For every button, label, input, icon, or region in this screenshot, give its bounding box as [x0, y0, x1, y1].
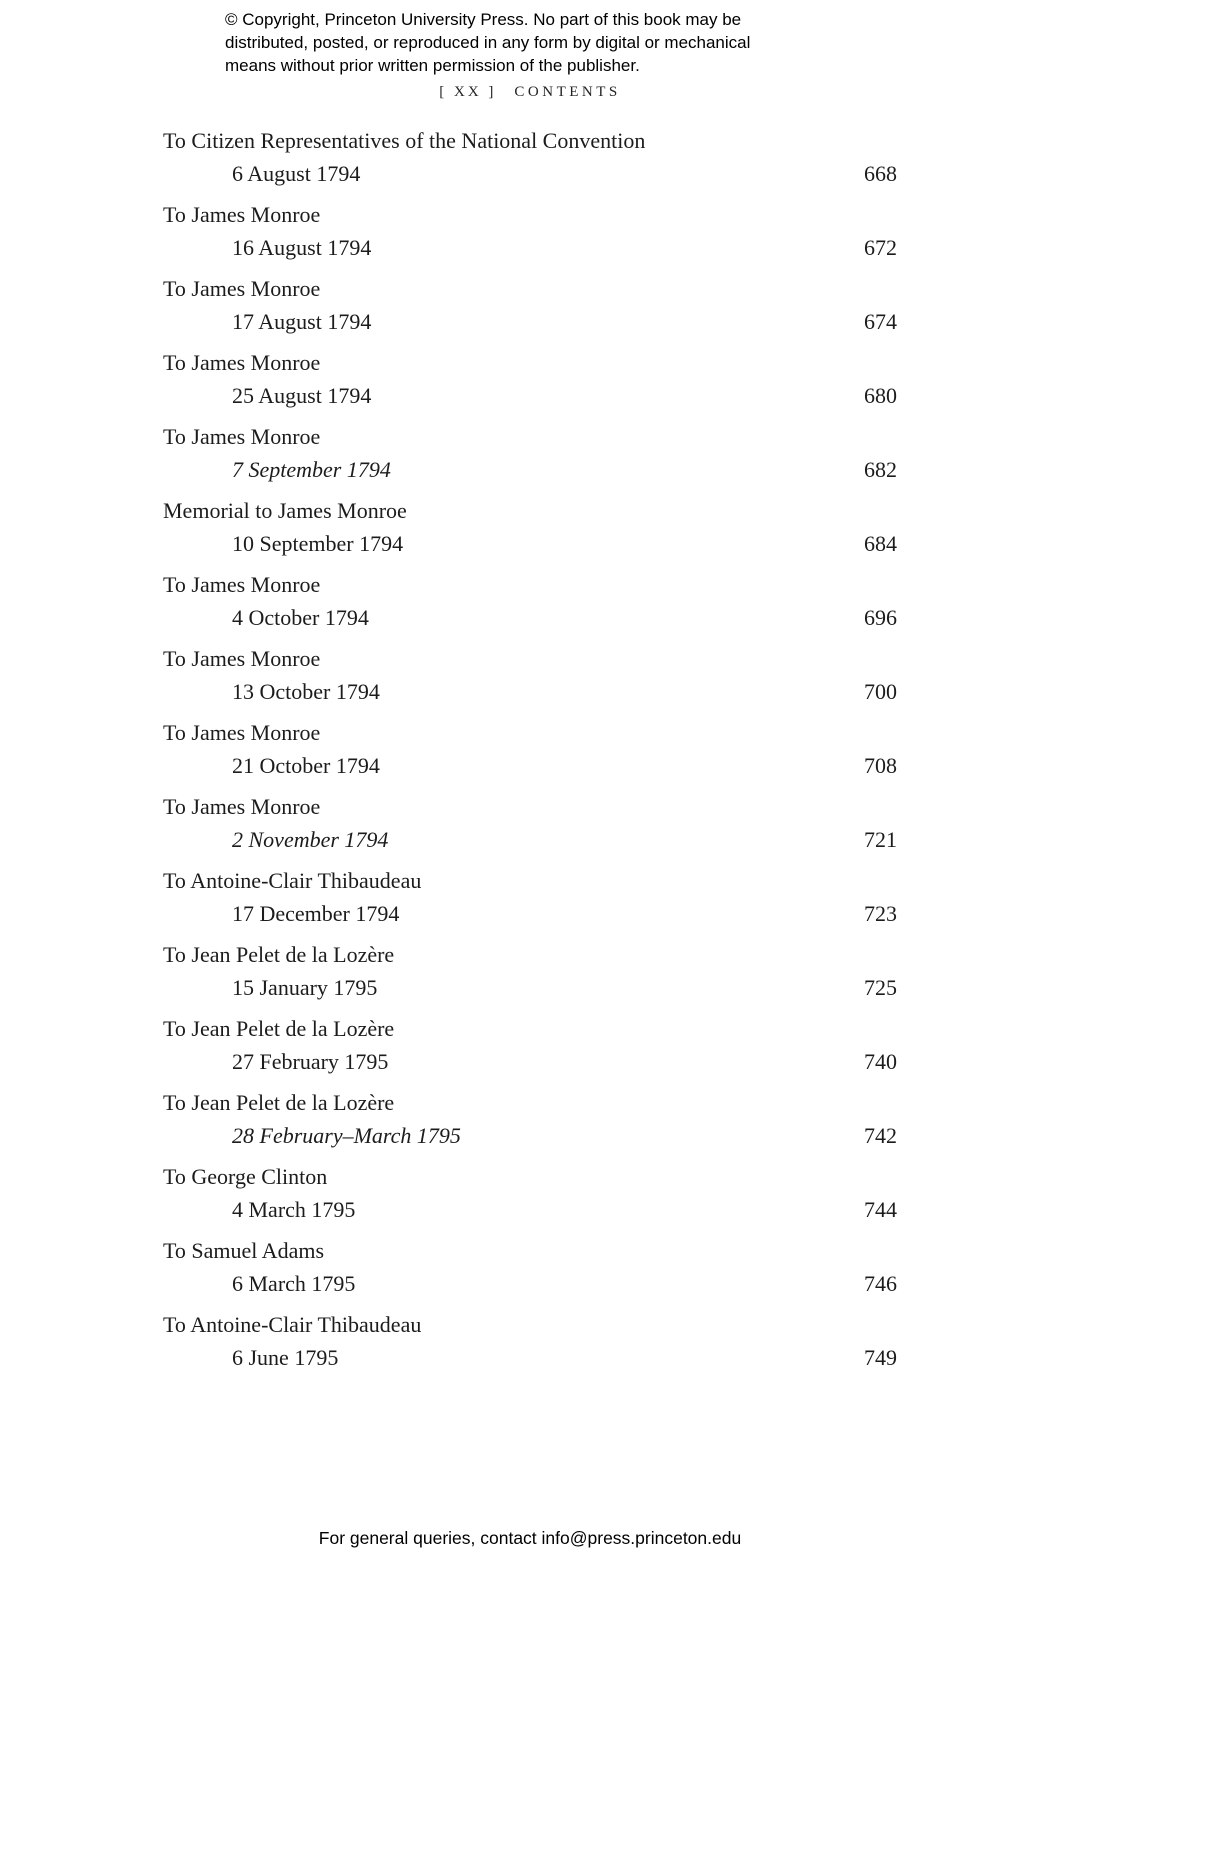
entry-date-row — [163, 231, 897, 264]
entry-date: 28 February–March 1795 — [232, 1123, 461, 1148]
entry-date: 10 September 1794 — [232, 531, 404, 556]
copyright-notice — [225, 8, 845, 77]
entry-title: Memorial to James Monroe — [163, 498, 407, 523]
toc-entry — [163, 494, 897, 560]
entry-date-row — [163, 157, 897, 190]
entry-title: To Citizen Representatives of the National Convention — [163, 128, 646, 153]
entry-date-row — [163, 1119, 897, 1152]
entry-date: 6 August 1794 — [232, 161, 361, 186]
entry-date: 15 January 1795 — [232, 975, 378, 1000]
entry-title: To James Monroe — [163, 646, 321, 671]
entry-title: To George Clinton — [163, 1164, 328, 1189]
entry-page-number: 680 — [864, 383, 897, 408]
entry-title: To Jean Pelet de la Lozère — [163, 1090, 395, 1115]
entry-date-row — [163, 453, 897, 486]
entry-date-row — [163, 823, 897, 856]
entry-page-number: 721 — [864, 827, 897, 852]
entry-date: 25 August 1794 — [232, 383, 372, 408]
entry-date-row — [163, 675, 897, 708]
toc-entry — [163, 568, 897, 634]
page-header — [163, 84, 897, 101]
entry-date-row — [163, 1341, 897, 1374]
copyright-line-3: means without prior written permission of the publisher. — [225, 56, 640, 75]
entry-title: To James Monroe — [163, 572, 321, 597]
entry-date-row — [163, 527, 897, 560]
entry-title: To James Monroe — [163, 720, 321, 745]
toc-entry — [163, 1234, 897, 1300]
entry-page-number: 723 — [864, 901, 897, 926]
toc-entry — [163, 346, 897, 412]
toc-entry — [163, 1160, 897, 1226]
entry-title: To James Monroe — [163, 276, 321, 301]
entry-page-number: 684 — [864, 531, 897, 556]
entry-date-row — [163, 897, 897, 930]
toc-entry — [163, 1308, 897, 1374]
page-number-marker: [ XX ] — [439, 84, 497, 100]
entry-title: To James Monroe — [163, 350, 321, 375]
entry-title: To Jean Pelet de la Lozère — [163, 1016, 395, 1041]
entry-page-number: 696 — [864, 605, 897, 630]
copyright-line-2: distributed, posted, or reproduced in any form by digital or mechanical — [225, 33, 751, 52]
entry-page-number: 740 — [864, 1049, 897, 1074]
entry-page-number: 725 — [864, 975, 897, 1000]
entry-page-number: 682 — [864, 457, 897, 482]
entry-page-number: 700 — [864, 679, 897, 704]
copyright-line-1: © Copyright, Princeton University Press. No part of this book may be — [225, 10, 742, 29]
toc-entry — [163, 864, 897, 930]
entry-date-row — [163, 379, 897, 412]
entry-date-row — [163, 1267, 897, 1300]
entry-date: 2 November 1794 — [232, 827, 389, 852]
toc-entry — [163, 938, 897, 1004]
entry-page-number: 674 — [864, 309, 897, 334]
toc-entry — [163, 716, 897, 782]
page-footer: For general queries, contact info@press.princeton.edu — [318, 1528, 742, 1548]
entry-page-number: 708 — [864, 753, 897, 778]
entry-date: 27 February 1795 — [232, 1049, 389, 1074]
entry-title: To Jean Pelet de la Lozère — [163, 942, 395, 967]
entry-date: 16 August 1794 — [232, 235, 372, 260]
entry-date: 17 December 1794 — [232, 901, 400, 926]
entry-date-row — [163, 305, 897, 338]
table-of-contents — [163, 124, 897, 1382]
entry-title: To Antoine-Clair Thibaudeau — [163, 1312, 422, 1337]
toc-entry — [163, 642, 897, 708]
entry-page-number: 746 — [864, 1271, 897, 1296]
entry-date-row — [163, 601, 897, 634]
entry-date-row — [163, 1045, 897, 1078]
toc-entry — [163, 420, 897, 486]
toc-entry — [163, 1086, 897, 1152]
entry-date-row — [163, 1193, 897, 1226]
entry-page-number: 749 — [864, 1345, 897, 1370]
entry-page-number: 672 — [864, 235, 897, 260]
toc-entry — [163, 1012, 897, 1078]
entry-title: To James Monroe — [163, 202, 321, 227]
entry-title: To Antoine-Clair Thibaudeau — [163, 868, 422, 893]
entry-page-number: 668 — [864, 161, 897, 186]
entry-date-row — [163, 749, 897, 782]
entry-date: 4 March 1795 — [232, 1197, 356, 1222]
entry-date: 21 October 1794 — [232, 753, 380, 778]
entry-page-number: 742 — [864, 1123, 897, 1148]
entry-title: To James Monroe — [163, 794, 321, 819]
toc-entry — [163, 198, 897, 264]
entry-date: 6 March 1795 — [232, 1271, 356, 1296]
entry-date-row — [163, 971, 897, 1004]
entry-title: To James Monroe — [163, 424, 321, 449]
entry-date: 6 June 1795 — [232, 1345, 339, 1370]
toc-entry — [163, 124, 897, 190]
entry-date: 17 August 1794 — [232, 309, 372, 334]
entry-date: 7 September 1794 — [232, 457, 391, 482]
entry-date: 13 October 1794 — [232, 679, 380, 704]
entry-date: 4 October 1794 — [232, 605, 369, 630]
entry-title: To Samuel Adams — [163, 1238, 325, 1263]
toc-entry — [163, 790, 897, 856]
toc-entry — [163, 272, 897, 338]
entry-page-number: 744 — [864, 1197, 897, 1222]
contents-title: CONTENTS — [514, 84, 621, 100]
